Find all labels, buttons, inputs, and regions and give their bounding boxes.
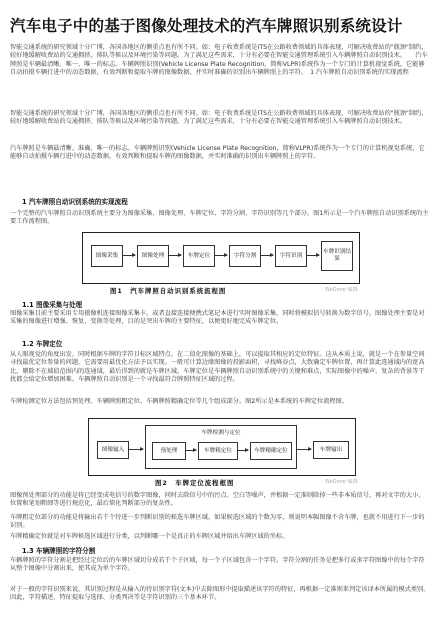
figure-2-caption: 图2 车牌定位流程框图 — [155, 479, 235, 487]
fig2-box-coarse: 车牌粗定位 — [198, 442, 238, 460]
section-1-2-paragraph-d — [10, 514, 430, 531]
section-1-2-text-b: 车牌检测定位方法包括预处理、车辆牌照粗定位、车辆牌照精确定位等几个组成部分。图2所示是本系统的车牌定位流程图。 — [10, 398, 349, 405]
fig1-arrow — [123, 255, 135, 256]
fig1-box-result: 车牌识别结果 — [321, 241, 353, 271]
page-title: 汽车电子中的基于图像处理技术的汽车牌照识别系统设计 — [10, 17, 403, 35]
fig1-arrow — [215, 255, 227, 256]
fig1-box-segment: 字符分割 — [229, 245, 261, 267]
intro-paragraph-2 — [10, 110, 430, 127]
section-heading-1-3: 1.3 车辆牌照的字符分割 — [22, 547, 96, 555]
section-1-1-paragraph — [10, 310, 430, 327]
figure-1-caption: 图1 汽车牌照自动识别系统流程图 — [110, 287, 227, 295]
fig2-box-preprocess: 预处理 — [152, 442, 186, 460]
section-1-3-text-a: 车辆牌照的字符分割是把经过定位后的车牌区域切分成若干个子区域，每一个子区域包含一个字符。字符分割的任务是把多行或多字符图像中的每个字符从整个图像中分割出来，使其成为单个字符。 — [10, 557, 425, 573]
fig1-arrow — [261, 255, 273, 256]
fig1-box-recognize: 字符识别 — [275, 245, 307, 267]
fig2-arrow — [297, 449, 311, 450]
fig1-arrow — [169, 255, 181, 256]
fig2-group-label: 车牌检测与定位 — [201, 430, 241, 436]
section-1-1-text: 图像采集目前主要采用专用摄像机连接图像采集卡，或者直接连接便携式笔记本进行实时图像采集，同时将模拟信号转换为数字信号。图像处理主要是对采集的图像进行增强、恢复、变换等处理，目的是突出车牌的主要特征，以便更好地完成车牌定位。 — [10, 310, 425, 326]
fig1-box-capture: 图像采集 — [91, 245, 123, 267]
section-heading-1-1: 1.1 图像采集与处理 — [22, 301, 83, 309]
section-1-2-text-a: 从人眼视觉的角度出发，同时根据车牌的字符目标区域特点，在二值化图像的基础上，可以提取其相应的定位特征。这从本质上说，就是一个在参量空间寻找最优定位参量的问题，它需要用最优化方法予以实现。一般可计算边缘图像的投影面积，寻找峰谷点，大致确定车牌位置，再计算此连通域内的宽高比，剔除不在域值范围内的连通域，最后得到的就是车牌区域。车牌定位是车辆牌照自动识别系统中的关键和难点，实际图像中的噪声、复杂的背景等干扰都会给定位增加困难。车辆牌照自动识别是一个寻找最符合牌照特征区域的过程。 — [10, 351, 425, 383]
fig1-box-process: 图像处理 — [137, 245, 169, 267]
section-1-2-paragraph-a — [10, 351, 430, 384]
section-1-2-paragraph-c — [10, 492, 430, 509]
section-1-3-paragraph-a — [10, 557, 430, 574]
section-1-3-paragraph-b — [10, 586, 430, 603]
fig2-box-output: 车牌输出 — [313, 441, 349, 459]
section-1-3-text-b: 对于一般的字符识别来说，其识别过程是从输入的待识别字符(文本)中去除图形中提取描述该字符的特征，再根据一定准则来判定该译本所属的模式类别。因此，字符描述、特征提取与选择、分类判决等是字符识别的三个基本环节。 — [10, 586, 430, 602]
paragraph-1: 智能交通系统的研究领域十分广博，各国各地区的侧重点也有所不同。如：电子收费系统是ITS在公路收费领域的具体表现，可解决收费站的"瓶颈"制约，较好地缓解收费站的交通拥挤、排队等候以及环境污染等问题。为了满足这些需求，十分有必要在智能交通管理系统引入车辆牌照自动识别技术。 汽车牌照是车辆最清晰、唯一、唯一的标志。车辆牌照识别(Vehicle License Plate Recognition，简称VLPR)系统作为一个专门的计算机视觉系统，它能够自动拍摄车辆行进中的动态数据，有效判断和提取车牌的图像数据，并实时准确的识别出车辆牌照上的字符。 1 汽车牌照自动识别系统的实现流程 — [10, 44, 428, 76]
fig2-arrow — [238, 450, 248, 451]
figure-1 — [82, 232, 360, 284]
section-1-2-text-d: 车牌粗定位部分的功能是将输出若干个待进一步判断识别的候选车牌区域，如果候选区域的个数为零，则说明本幅图像不含车牌，也就不用进行下一步的识别。 — [10, 514, 425, 530]
flow-paragraph — [10, 210, 430, 227]
watermark: WeDone 编撰 — [325, 287, 358, 293]
paragraph-2: 智能交通系统的研究领域十分广博，各国各地区的侧重点也有所不同。如：电子收费系统是ITS在公路收费领域的具体表现，可解决收费站的"瓶颈"制约，较好地缓解收费站的交通拥挤、排队等候以及环境污染等问题。为了满足这些需求，十分有必要在智能交通管理系统引入车辆牌照自动识别技术。 — [10, 110, 428, 126]
section-heading-1-2: 1.2 车牌定位 — [22, 340, 63, 348]
watermark: WeDone 编撰 — [325, 479, 358, 485]
fig2-arrow — [129, 449, 143, 450]
section-1-2-text-e: 车牌精确定位就是对车牌候选区域进行分类，以判断哪一个是真正的车牌区域并给出车牌区域的坐标。 — [10, 533, 289, 540]
section-1-2-paragraph-e — [10, 533, 430, 541]
section-1-2-text-c: 图像预处理部分的功能是将已经变成电信号的数字图像，同时去除信号中的污点、空白等噪声，并根据一定准则除掉一些非本质信号，再对文字的大小、位置和笔划粗细等进行规范化，最后简化判断部分的复杂性。 — [10, 492, 425, 508]
intro-paragraph — [10, 44, 430, 77]
fig1-arrow — [307, 255, 319, 256]
fig1-box-locate: 车牌定位 — [183, 245, 215, 267]
section-1-2-paragraph-b — [10, 398, 430, 406]
flow-text: 一个完整的汽车牌照自动识别系统主要分为图像采集、图像处理、车牌定位、字符分割、字符识别等几个部分。图1所示是一个汽车牌照自动识别系统的主要工作流程图。 — [10, 210, 429, 226]
fig2-group — [145, 425, 297, 469]
fig2-box-precise: 车牌精确定位 — [250, 442, 292, 460]
section-heading-1: 1 汽车牌照自动识别系统的实现流程 — [22, 198, 128, 206]
fig2-arrow — [186, 450, 196, 451]
figure-2 — [88, 418, 356, 476]
paragraph-3: 汽车牌照是车辆最清晰、准确、唯一的标志。车辆牌照识别(Vehicle License Plate Recognition，简称VLPR)系统作为一个专门的计算机视觉系统，它能够自动拍摄车辆行进中的动态数据，有效判断和提取车牌的图像数据，并实时准确的识别出车辆牌照上的字符。 — [10, 145, 425, 161]
fig2-box-input: 图像输入 — [97, 441, 129, 459]
intro-paragraph-3 — [10, 145, 430, 162]
